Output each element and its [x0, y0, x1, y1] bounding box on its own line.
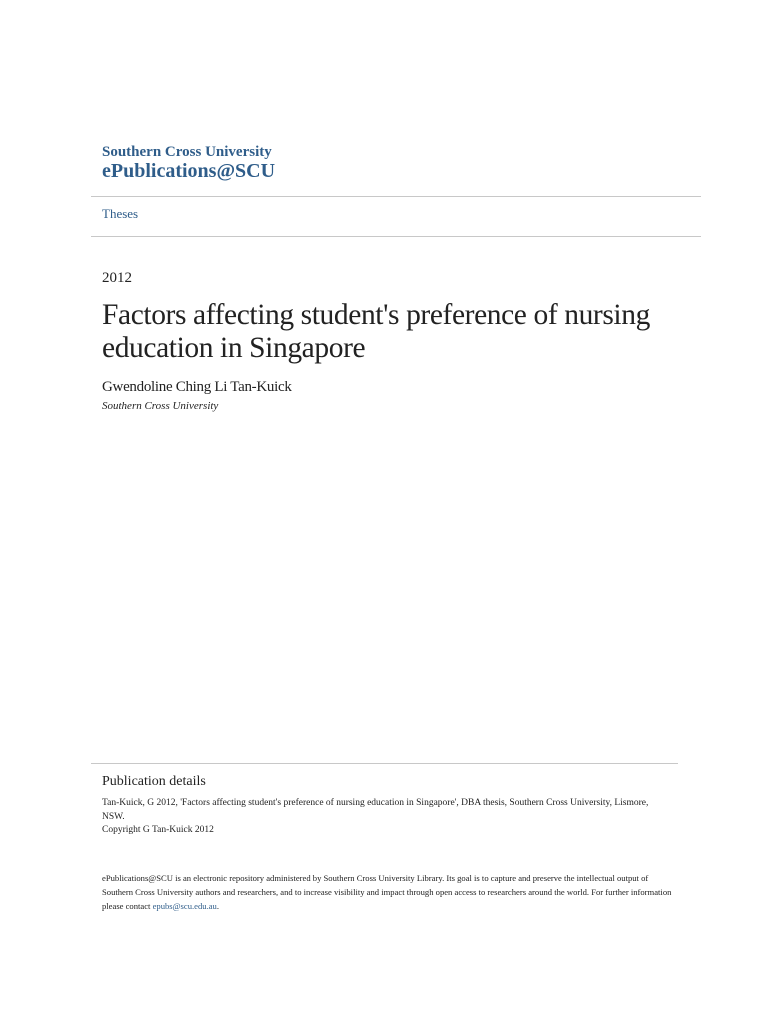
header-divider-top: [91, 196, 701, 197]
header-divider-bottom: [91, 236, 701, 237]
publication-details-divider: [91, 763, 678, 764]
about-text-body: ePublications@SCU is an electronic repository administered by Southern Cross University Library. Its goal is to capture and preserve the intellectual output of Southern Cross University authors and researchers, and to increase visibility and impact through open access to researchers around the world. For further information please contact: [102, 873, 672, 911]
document-title: Factors affecting student's preference of nursing education in Singapore: [102, 299, 650, 364]
contact-email-link[interactable]: epubs@scu.edu.au: [152, 901, 217, 911]
collection-link-theses[interactable]: Theses: [102, 206, 139, 221]
publication-details-heading: Publication details: [102, 774, 206, 789]
author-affiliation: Southern Cross University: [102, 400, 219, 412]
repository-about-text: [102, 871, 672, 913]
author-name: Gwendoline Ching Li Tan-Kuick: [102, 379, 292, 395]
publication-year: 2012: [102, 270, 132, 286]
citation-text: Tan-Kuick, G 2012, 'Factors affecting student's preference of nursing education in Singapore', DBA thesis, Southern Cross University, Lismore, NSW.: [102, 798, 649, 822]
about-text-suffix: .: [216, 901, 219, 911]
repository-name[interactable]: ePublications@SCU: [102, 160, 276, 182]
copyright-notice: Copyright G Tan-Kuick 2012: [102, 825, 214, 835]
university-name[interactable]: Southern Cross University: [102, 144, 272, 160]
